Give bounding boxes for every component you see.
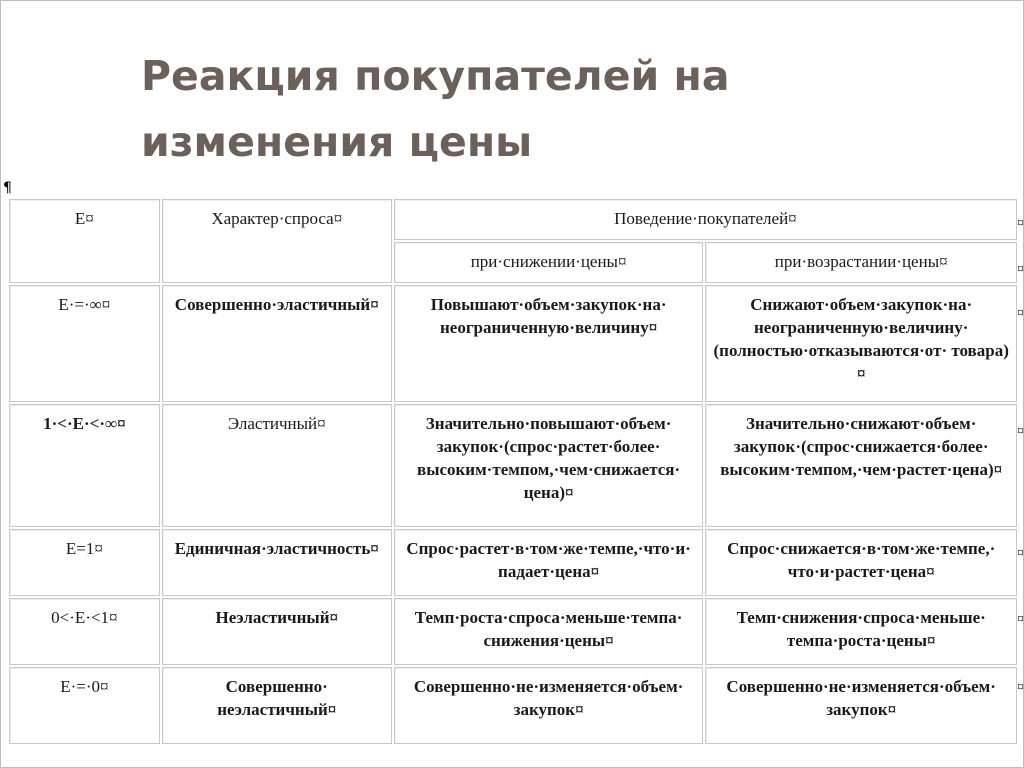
table-header-row bbox=[9, 199, 1017, 240]
row-end-marker: ¤ bbox=[1017, 680, 1024, 695]
header-on-decrease: при·снижении·цены¤ bbox=[394, 242, 704, 283]
cell-on-increase: Спрос·снижается·в·том·же·темпе,· что·и·растет·цена¤ bbox=[705, 529, 1017, 596]
table-subheader-row bbox=[9, 242, 1017, 283]
cell-e: 1·<·E·<·∞¤ bbox=[9, 404, 160, 527]
cell-e: E·=·0¤ bbox=[9, 667, 160, 744]
header-e: E¤ bbox=[9, 199, 160, 283]
row-end-marker: ¤ bbox=[1017, 216, 1024, 231]
cell-on-increase: Снижают·объем·закупок·на· неограниченную·величину· (полностью·отказываются·от· товара)¤ bbox=[705, 285, 1017, 402]
cell-on-increase: Темп·снижения·спроса·меньше· темпа·роста·цены¤ bbox=[705, 598, 1017, 665]
table-row bbox=[9, 667, 1017, 744]
cell-character: Единичная·эластичность¤ bbox=[162, 529, 392, 596]
cell-e: E=1¤ bbox=[9, 529, 160, 596]
paragraph-marker: ¶ bbox=[3, 180, 12, 196]
cell-on-decrease: Совершенно·не·изменяется·объем· закупок¤ bbox=[394, 667, 704, 744]
cell-on-decrease: Спрос·растет·в·том·же·темпе,·что·и· падает·цена¤ bbox=[394, 529, 704, 596]
cell-character: Неэластичный¤ bbox=[162, 598, 392, 665]
table-row bbox=[9, 529, 1017, 596]
slide-title-line-2: изменения цены bbox=[141, 118, 533, 166]
header-behavior: Поведение·покупателей¤ bbox=[394, 199, 1017, 240]
table-row bbox=[9, 285, 1017, 402]
row-end-marker: ¤ bbox=[1017, 546, 1024, 561]
cell-on-decrease: Повышают·объем·закупок·на· неограниченную·величину¤ bbox=[394, 285, 704, 402]
row-end-marker: ¤ bbox=[1017, 306, 1024, 321]
cell-character: Совершенно· неэластичный¤ bbox=[162, 667, 392, 744]
table-row bbox=[9, 598, 1017, 665]
cell-character: Совершенно·эластичный¤ bbox=[162, 285, 392, 402]
slide-title-line-1: Реакция покупателей на bbox=[141, 52, 730, 100]
slide-title bbox=[141, 43, 961, 175]
header-character: Характер·спроса¤ bbox=[162, 199, 392, 283]
row-end-marker: ¤ bbox=[1017, 612, 1024, 627]
row-end-marker: ¤ bbox=[1017, 424, 1024, 439]
row-end-marker: ¤ bbox=[1017, 262, 1024, 277]
elasticity-table-container bbox=[7, 197, 1023, 767]
elasticity-table bbox=[7, 197, 1019, 746]
cell-character: Эластичный¤ bbox=[162, 404, 392, 527]
cell-e: 0<·E·<1¤ bbox=[9, 598, 160, 665]
cell-on-decrease: Значительно·повышают·объем· закупок·(спрос·растет·более· высоким·темпом,·чем·снижается· цена)¤ bbox=[394, 404, 704, 527]
table-row bbox=[9, 404, 1017, 527]
cell-on-decrease: Темп·роста·спроса·меньше·темпа· снижения·цены¤ bbox=[394, 598, 704, 665]
cell-on-increase: Совершенно·не·изменяется·объем· закупок¤ bbox=[705, 667, 1017, 744]
cell-on-increase: Значительно·снижают·объем· закупок·(спрос·снижается·более· высоким·темпом,·чем·растет·цена)¤ bbox=[705, 404, 1017, 527]
header-on-increase: при·возрастании·цены¤ bbox=[705, 242, 1017, 283]
cell-e: E·=·∞¤ bbox=[9, 285, 160, 402]
